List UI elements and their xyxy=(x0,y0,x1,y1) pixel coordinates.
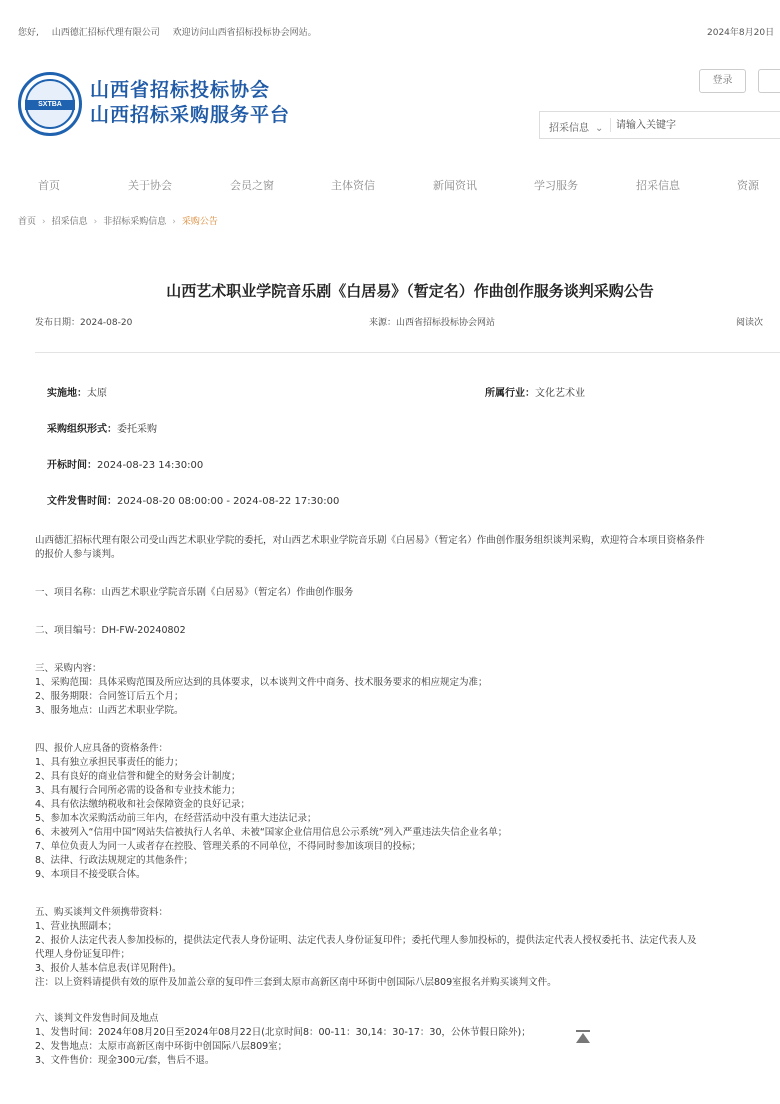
source-label: 来源： xyxy=(369,318,397,328)
user-company-link[interactable]: 山西德汇招标代理有限公司 xyxy=(51,28,160,38)
article-title: 山西艺术职业学院音乐剧《白居易》（暂定名）作曲创作服务谈判采购公告 xyxy=(166,282,654,300)
org-form-value: 委托采购 xyxy=(117,424,157,435)
top-bar xyxy=(0,0,780,58)
section-2: 二、项目编号：DH-FW-20240802 xyxy=(35,625,186,636)
info-location xyxy=(47,384,107,399)
brand-line-1: 山西省招标投标协会 xyxy=(90,79,271,101)
section-6-item: 2、发售地点：太原市高新区南中环街中创国际八层809室； xyxy=(35,1041,288,1052)
search-divider xyxy=(610,118,611,132)
org-form-label: 采购组织形式： xyxy=(47,424,117,435)
section-6-title: 六、谈判文件发售时间及地点 xyxy=(35,1013,159,1024)
chevron-down-icon: ⌄ xyxy=(595,123,604,134)
nav-item-credit[interactable]: 主体资信 xyxy=(331,179,375,192)
search-category-label: 招采信息 xyxy=(549,123,589,134)
section-5-item: 代理人身份证复印件； xyxy=(35,949,131,960)
nav-item-resources[interactable]: 资源 xyxy=(737,179,759,192)
publish-date-label: 发布日期： xyxy=(35,318,81,328)
publish-date xyxy=(35,315,132,328)
section-6-item: 3、文件售价：现金300元/套，售后不退。 xyxy=(35,1055,215,1066)
section-4-item: 2、具有良好的商业信誉和健全的财务会计制度； xyxy=(35,771,241,782)
location-label: 实施地： xyxy=(47,388,87,399)
logo-text: SXTBA xyxy=(25,100,75,110)
section-3-item: 3、服务地点：山西艺术职业学院。 xyxy=(35,705,184,716)
meta-divider xyxy=(35,352,780,353)
breadcrumb-non-tender[interactable]: 非招标采购信息 xyxy=(103,217,167,227)
search-box xyxy=(539,111,780,139)
current-date: 2024年8月20日 xyxy=(707,28,775,38)
section-5-item: 3、报价人基本信息表(详见附件)。 xyxy=(35,963,182,974)
section-5-item: 2、报价人法定代表人参加投标的，提供法定代表人身份证明、法定代表人身份证复印件；委托代理人参加投标的，提供法定代表人授权委托书、法定代表人及 xyxy=(35,935,697,946)
register-button[interactable] xyxy=(758,69,780,93)
nav-item-members[interactable]: 会员之窗 xyxy=(230,179,274,192)
breadcrumb-home[interactable]: 首页 xyxy=(18,217,37,227)
section-4-item: 1、具有独立承担民事责任的能力； xyxy=(35,757,184,768)
welcome-text: 欢迎访问山西省招标投标协会网站。 xyxy=(172,28,317,38)
site-logo[interactable] xyxy=(18,72,82,136)
back-to-top-icon[interactable] xyxy=(575,1030,591,1044)
search-input[interactable] xyxy=(616,116,780,134)
breadcrumb xyxy=(18,214,218,227)
section-4-item: 7、单位负责人为同一人或者存在控股、管理关系的不同单位，不得同时参加该项目的投标； xyxy=(35,841,422,852)
bid-open-value: 2024-08-23 14:30:00 xyxy=(97,460,204,471)
info-doc-issue xyxy=(47,492,339,507)
industry-label: 所属行业： xyxy=(485,388,535,399)
main-nav xyxy=(0,168,780,200)
breadcrumb-procurement[interactable]: 招采信息 xyxy=(51,217,88,227)
info-bid-open xyxy=(47,456,203,471)
nav-item-news[interactable]: 新闻资讯 xyxy=(433,179,477,192)
section-3-item: 2、服务期限：合同签订后五个月； xyxy=(35,691,184,702)
brand-line-2: 山西招标采购服务平台 xyxy=(90,104,291,126)
chevron-right-icon: › xyxy=(93,217,98,227)
nav-item-procurement[interactable]: 招采信息 xyxy=(636,179,680,192)
publish-date-value: 2024-08-20 xyxy=(80,318,133,328)
section-3-item: 1、采购范围：具体采购范围及所应达到的具体要求，以本谈判文件中商务、技术服务要求的相应规定为准； xyxy=(35,677,488,688)
section-4-item: 5、参加本次采购活动前三年内，在经营活动中没有重大违法记录； xyxy=(35,813,317,824)
article-source xyxy=(369,315,495,328)
greeting-text: 您好, xyxy=(18,28,39,38)
breadcrumb-current: 采购公告 xyxy=(181,217,218,227)
bid-open-label: 开标时间： xyxy=(47,460,97,471)
login-button[interactable]: 登录 xyxy=(699,69,746,93)
industry-value: 文化艺术业 xyxy=(535,388,585,399)
section-4-item: 8、法律、行政法规规定的其他条件； xyxy=(35,855,194,866)
chevron-right-icon: › xyxy=(42,217,46,227)
location-value: 太原 xyxy=(87,388,107,399)
section-5-note: 注：以上资料请提供有效的原件及加盖公章的复印件三套到太原市高新区南中环街中创国际八层809室报名并购买谈判文件。 xyxy=(35,977,557,988)
intro-line-1: 山西德汇招标代理有限公司受山西艺术职业学院的委托，对山西艺术职业学院音乐剧《白居易》（暂定名）作曲创作服务组织谈判采购，欢迎符合本项目资格条件 xyxy=(35,535,705,546)
section-3-title: 三、采购内容： xyxy=(35,663,102,674)
section-1: 一、项目名称：山西艺术职业学院音乐剧《白居易》（暂定名）作曲创作服务 xyxy=(35,587,354,598)
intro-line-2: 的报价人参与谈判。 xyxy=(35,549,121,560)
source-value: 山西省招标投标协会网站 xyxy=(396,318,496,328)
nav-item-learning[interactable]: 学习服务 xyxy=(534,179,578,192)
search-category-select[interactable] xyxy=(549,119,603,134)
section-6-item: 1、发售时间：2024年08月20日至2024年08月22日(北京时间8：00-11：30,14：30-17：30，公休节假日除外)； xyxy=(35,1027,531,1038)
section-5-title: 五、购买谈判文件须携带资料： xyxy=(35,907,169,918)
section-5-item: 1、营业执照副本； xyxy=(35,921,118,932)
section-4-title: 四、报价人应具备的资格条件： xyxy=(35,743,169,754)
section-4-item: 6、未被列入“信用中国”网站失信被执行人名单、未被“国家企业信用信息公示系统”列入严重违法失信企业名单； xyxy=(35,827,508,838)
chevron-right-icon: › xyxy=(172,217,176,227)
section-4-item: 9、本项目不接受联合体。 xyxy=(35,869,146,880)
info-org-form xyxy=(47,420,157,435)
section-4-item: 3、具有履行合同所必需的设备和专业技术能力； xyxy=(35,785,241,796)
doc-issue-label: 文件发售时间： xyxy=(47,496,117,507)
site-brand[interactable] xyxy=(90,78,290,128)
view-count: 阅读次 xyxy=(736,318,764,328)
nav-item-about[interactable]: 关于协会 xyxy=(128,179,172,192)
nav-item-home[interactable]: 首页 xyxy=(38,179,60,192)
section-4-item: 4、具有依法缴纳税收和社会保障资金的良好记录； xyxy=(35,799,251,810)
doc-issue-value: 2024-08-20 08:00:00 - 2024-08-22 17:30:00 xyxy=(117,496,340,507)
info-industry xyxy=(485,384,585,399)
